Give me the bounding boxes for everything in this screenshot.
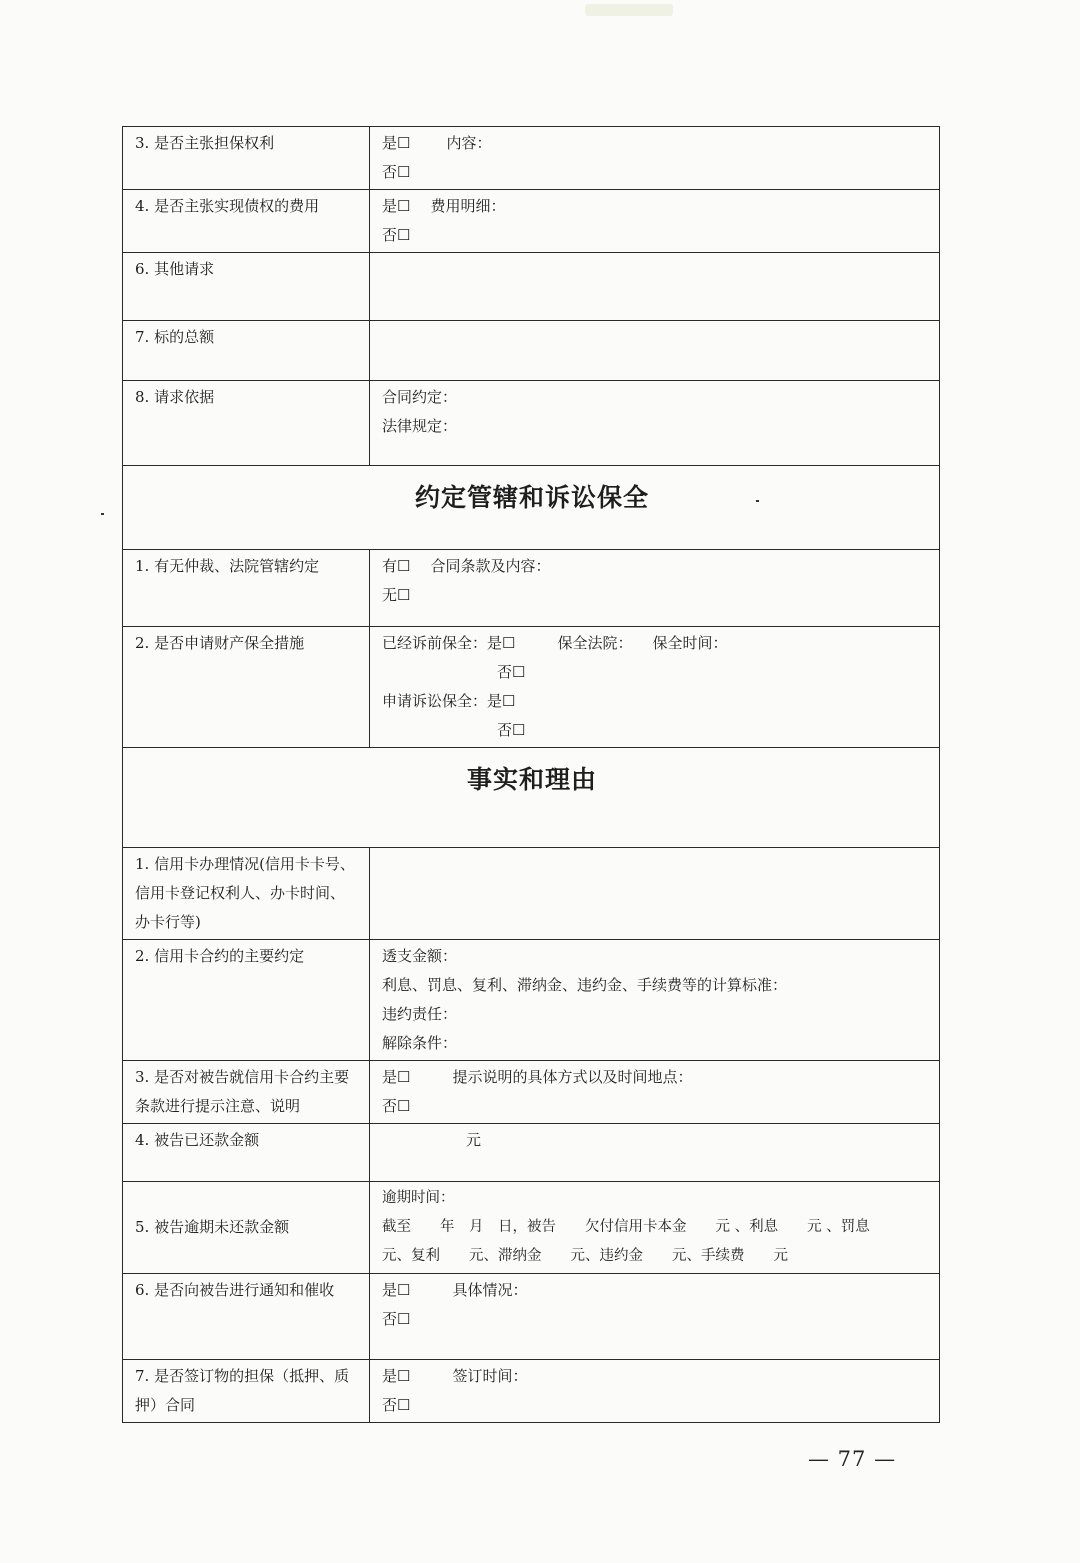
row-answer[interactable]	[370, 1124, 940, 1182]
section-title: 事实和理由	[123, 748, 940, 848]
section-header-jurisdiction	[123, 466, 940, 550]
row-answer	[370, 1061, 940, 1124]
claim-label: 6. 其他请求	[123, 253, 370, 321]
no-checkbox[interactable]: 否☐	[382, 163, 411, 181]
yes-checkbox[interactable]: 是☐	[382, 197, 411, 215]
signing-time-label: 签订时间：	[452, 1367, 528, 1385]
card-info-field[interactable]	[370, 848, 940, 940]
fee-standard-label: 利息、罚息、复利、滞纳金、违约金、手续费等的计算标准：	[382, 976, 788, 994]
row-label: 7. 是否签订物的担保（抵押、质押）合同	[123, 1360, 370, 1423]
row-answer	[370, 940, 940, 1061]
total-amount-field[interactable]	[370, 321, 940, 381]
row-overdue-amount	[123, 1182, 940, 1274]
preservation-court-label: 保全法院：	[557, 634, 633, 652]
scan-speck	[101, 513, 104, 515]
claim-row-enforcement-costs	[123, 190, 940, 253]
legal-basis-label: 法律规定：	[382, 417, 458, 435]
row-answer	[370, 1360, 940, 1423]
content-field-label: 内容：	[446, 134, 492, 152]
row-label: 5. 被告逾期未还款金额	[123, 1182, 370, 1274]
pre-suit-preservation-label: 已经诉前保全：	[382, 634, 488, 652]
row-answer	[370, 550, 940, 627]
row-label: 3. 是否对被告就信用卡合约主要条款进行提示注意、说明	[123, 1061, 370, 1124]
overdraft-amount-label: 透支金额：	[382, 947, 458, 965]
row-label: 6. 是否向被告进行通知和催收	[123, 1274, 370, 1360]
other-claims-field[interactable]	[370, 253, 940, 321]
row-label: 2. 是否申请财产保全措施	[123, 627, 370, 748]
no-checkbox[interactable]: 否☐	[382, 1310, 411, 1328]
row-label: 2. 信用卡合约的主要约定	[123, 940, 370, 1061]
row-card-info	[123, 848, 940, 940]
cost-details-label: 费用明细：	[430, 197, 506, 215]
no-checkbox[interactable]: 否☐	[497, 721, 526, 739]
row-label: 1. 信用卡办理情况(信用卡卡号、信用卡登记权利人、办卡时间、办卡行等)	[123, 848, 370, 940]
claim-label: 7. 标的总额	[123, 321, 370, 381]
collection-details-label: 具体情况：	[452, 1281, 528, 1299]
liability-label: 违约责任：	[382, 1005, 458, 1023]
row-label: 1. 有无仲裁、法院管辖约定	[123, 550, 370, 627]
row-property-preservation	[123, 627, 940, 748]
contract-basis-label: 合同约定：	[382, 388, 458, 406]
no-checkbox[interactable]: 否☐	[497, 663, 526, 681]
overdue-time-label: 逾期时间：	[382, 1190, 455, 1206]
row-label: 4. 被告已还款金额	[123, 1124, 370, 1182]
row-answer	[370, 627, 940, 748]
claim-label: 4. 是否主张实现债权的费用	[123, 190, 370, 253]
yes-checkbox[interactable]: 是☐	[487, 692, 516, 710]
row-repaid-amount	[123, 1124, 940, 1182]
claim-label: 8. 请求依据	[123, 381, 370, 466]
section-title: 约定管辖和诉讼保全	[123, 466, 940, 550]
overdue-detail-line: 元、复利 元、滞纳金 元、违约金 元、手续费 元	[382, 1248, 788, 1264]
litigation-preservation-label: 申请诉讼保全：	[382, 692, 488, 710]
no-checkbox[interactable]: 否☐	[382, 226, 411, 244]
page-number: — 77 —	[808, 1447, 897, 1471]
claim-label: 3. 是否主张担保权利	[123, 127, 370, 190]
row-notice	[123, 1061, 940, 1124]
complaint-form-table	[122, 126, 940, 1423]
notice-method-label: 提示说明的具体方式以及时间地点：	[452, 1068, 693, 1086]
row-answer	[370, 1274, 940, 1360]
yes-checkbox[interactable]: 是☐	[382, 1367, 411, 1385]
row-answer	[370, 1182, 940, 1274]
no-checkbox[interactable]: 否☐	[382, 1396, 411, 1414]
row-arbitration	[123, 550, 940, 627]
none-checkbox[interactable]: 无☐	[382, 586, 411, 604]
claim-row-basis	[123, 381, 940, 466]
yes-checkbox[interactable]: 是☐	[382, 1068, 411, 1086]
claim-row-security-rights	[123, 127, 940, 190]
yuan-unit: 元	[466, 1131, 482, 1149]
row-contract-terms	[123, 940, 940, 1061]
clause-content-label: 合同条款及内容：	[430, 557, 551, 575]
yes-checkbox[interactable]: 是☐	[382, 134, 411, 152]
section-header-facts	[123, 748, 940, 848]
preservation-time-label: 保全时间：	[652, 634, 728, 652]
claim-row-other	[123, 253, 940, 321]
has-checkbox[interactable]: 有☐	[382, 557, 411, 575]
claim-answer	[370, 190, 940, 253]
row-collection	[123, 1274, 940, 1360]
claim-row-total-amount	[123, 321, 940, 381]
yes-checkbox[interactable]: 是☐	[487, 634, 516, 652]
row-guarantee-contract	[123, 1360, 940, 1423]
claim-answer	[370, 381, 940, 466]
scan-watermark	[585, 4, 673, 16]
claim-answer	[370, 127, 940, 190]
overdue-detail-line: 截至 年 月 日，被告 欠付信用卡本金 元 、利息 元 、罚息	[382, 1219, 870, 1235]
no-checkbox[interactable]: 否☐	[382, 1097, 411, 1115]
termination-label: 解除条件：	[382, 1034, 458, 1052]
yes-checkbox[interactable]: 是☐	[382, 1281, 411, 1299]
